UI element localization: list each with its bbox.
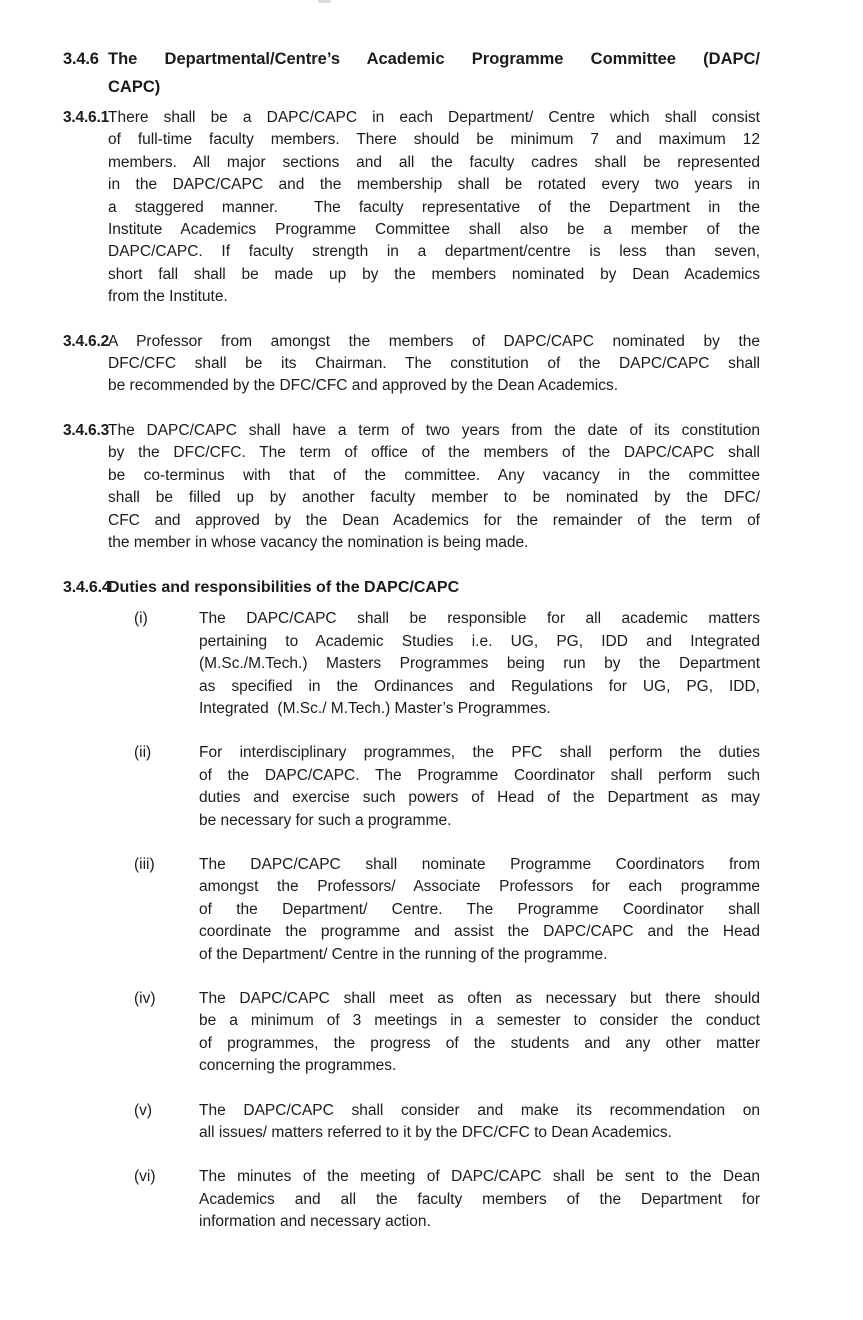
- subsection-title: [108, 576, 760, 600]
- list-marker: (ii): [134, 744, 152, 762]
- text-line: be co-terminus with that of the committee. Any vacancy in the committee: [108, 466, 760, 484]
- list-item-text: [199, 988, 760, 1078]
- list-marker: (iii): [134, 855, 155, 873]
- clause-number: 3.4.6.2: [63, 332, 110, 350]
- list-item-text: [199, 608, 760, 720]
- section-number: 3.4.6: [63, 50, 99, 68]
- text-line: shall be filled up by another faculty member to be nominated by the DFC/: [108, 489, 760, 507]
- section-heading: [63, 45, 760, 101]
- text-line: the member in whose vacancy the nomination is being made.: [108, 533, 529, 551]
- text-line: all issues/ matters referred to it by the DFC/CFC to Dean Academics.: [199, 1124, 672, 1142]
- clause-paragraph: [63, 420, 760, 554]
- list-marker: (i): [134, 610, 148, 628]
- list-item-text: [199, 742, 760, 832]
- text-line: The Departmental/Centre’s Academic Programme Committee (DAPC/: [108, 50, 760, 68]
- text-line: a staggered manner. The faculty representative of the Department in the: [108, 198, 760, 216]
- list-marker: (iv): [134, 990, 156, 1007]
- list-item: [63, 1100, 760, 1145]
- clause-number: 3.4.6.1: [63, 109, 110, 126]
- text-line: in the DAPC/CAPC and the membership shall be rotated every two years in: [108, 176, 760, 194]
- clause-text: [108, 331, 760, 398]
- text-line: A Professor from amongst the members of DAPC/CAPC nominated by the: [108, 332, 760, 350]
- clause-text: [108, 420, 760, 554]
- clause-paragraph: [63, 107, 760, 309]
- text-line: DAPC/CAPC. If faculty strength in a department/centre is less than seven,: [108, 243, 760, 261]
- indent-spacer: [63, 988, 134, 1078]
- list-item: [63, 742, 760, 832]
- list-item: [63, 988, 760, 1078]
- text-line: amongst the Professors/ Associate Professors for each programme: [199, 878, 760, 896]
- text-line: The DAPC/CAPC shall have a term of two years from the date of its constitution: [108, 421, 760, 439]
- text-line: from the Institute.: [108, 288, 228, 306]
- text-line: Institute Academics Programme Committee shall also be a member of the: [108, 221, 760, 239]
- section-title: [108, 45, 760, 101]
- indent-spacer: [63, 742, 134, 832]
- list-item: [63, 608, 760, 720]
- text-line: be recommended by the DFC/CFC and approved by the Dean Academics.: [108, 377, 619, 395]
- text-line: There shall be a DAPC/CAPC in each Department/ Centre which shall consist: [108, 109, 760, 126]
- clause-number: 3.4.6.4: [63, 579, 111, 597]
- text-line: of the Department/ Centre in the running of the programme.: [199, 945, 608, 963]
- text-line: coordinate the programme and assist the DAPC/CAPC and the Head: [199, 923, 760, 941]
- list-item-text: [199, 854, 760, 966]
- text-line: information and necessary action.: [199, 1213, 431, 1231]
- text-line: by the DFC/CFC. The term of office of the members of the DAPC/CAPC shall: [108, 444, 760, 462]
- text-line: Academics and all the faculty members of the Department for: [199, 1190, 760, 1208]
- text-line: The minutes of the meeting of DAPC/CAPC shall be sent to the Dean: [199, 1168, 760, 1186]
- text-line: (M.Sc./M.Tech.) Masters Programmes being run by the Department: [199, 655, 760, 673]
- text-line: The DAPC/CAPC shall consider and make its recommendation on: [199, 1101, 760, 1119]
- indent-spacer: [63, 854, 134, 966]
- text-line: pertaining to Academic Studies i.e. UG, PG, IDD and Integrated: [199, 632, 760, 650]
- text-line: CAPC): [108, 78, 161, 96]
- clause-paragraph: [63, 331, 760, 398]
- text-line: members. All major sections and all the faculty cadres shall be represented: [108, 153, 760, 171]
- clause-text: [108, 107, 760, 309]
- text-line: as specified in the Ordinances and Regulations for UG, PG, IDD,: [199, 677, 760, 695]
- text-line: be necessary for such a programme.: [199, 811, 452, 829]
- text-line: duties and exercise such powers of Head of the Department as may: [199, 789, 760, 807]
- indent-spacer: [63, 1100, 134, 1145]
- text-line: concerning the programmes.: [199, 1057, 397, 1075]
- page-content: [63, 45, 760, 1256]
- text-line: short fall shall be made up by the members nominated by Dean Academics: [108, 265, 760, 283]
- list-item-text: [199, 1100, 760, 1145]
- list-item: [63, 1166, 760, 1233]
- text-line: For interdisciplinary programmes, the PFC shall perform the duties: [199, 744, 760, 762]
- text-line: The DAPC/CAPC shall nominate Programme Coordinators from: [199, 855, 760, 873]
- list-item-text: [199, 1166, 760, 1233]
- text-line: Integrated (M.Sc./ M.Tech.) Master’s Programmes.: [199, 699, 551, 717]
- text-line: The DAPC/CAPC shall be responsible for all academic matters: [199, 610, 760, 628]
- text-line: of the DAPC/CAPC. The Programme Coordinator shall perform such: [199, 766, 760, 784]
- list-marker: (v): [134, 1101, 153, 1119]
- indent-spacer: [63, 608, 134, 720]
- scan-artifact: [318, 0, 331, 3]
- indent-spacer: [63, 1166, 134, 1233]
- text-line: be a minimum of 3 meetings in a semester to consider the conduct: [199, 1012, 760, 1030]
- text-line: The DAPC/CAPC shall meet as often as necessary but there should: [199, 990, 760, 1007]
- text-line: of programmes, the progress of the students and any other matter: [199, 1034, 760, 1052]
- text-line: of the Department/ Centre. The Programme Coordinator shall: [199, 900, 760, 918]
- subsection-heading: [63, 576, 760, 600]
- list-item: [63, 854, 760, 966]
- text-line: CFC and approved by the Dean Academics for the remainder of the term of: [108, 511, 760, 529]
- list-marker: (vi): [134, 1168, 156, 1186]
- text-line: of full-time faculty members. There should be minimum 7 and maximum 12: [108, 131, 760, 149]
- clause-number: 3.4.6.3: [63, 421, 110, 439]
- text-line: DFC/CFC shall be its Chairman. The constitution of the DAPC/CAPC shall: [108, 355, 760, 373]
- text-line: Duties and responsibilities of the DAPC/CAPC: [108, 579, 460, 597]
